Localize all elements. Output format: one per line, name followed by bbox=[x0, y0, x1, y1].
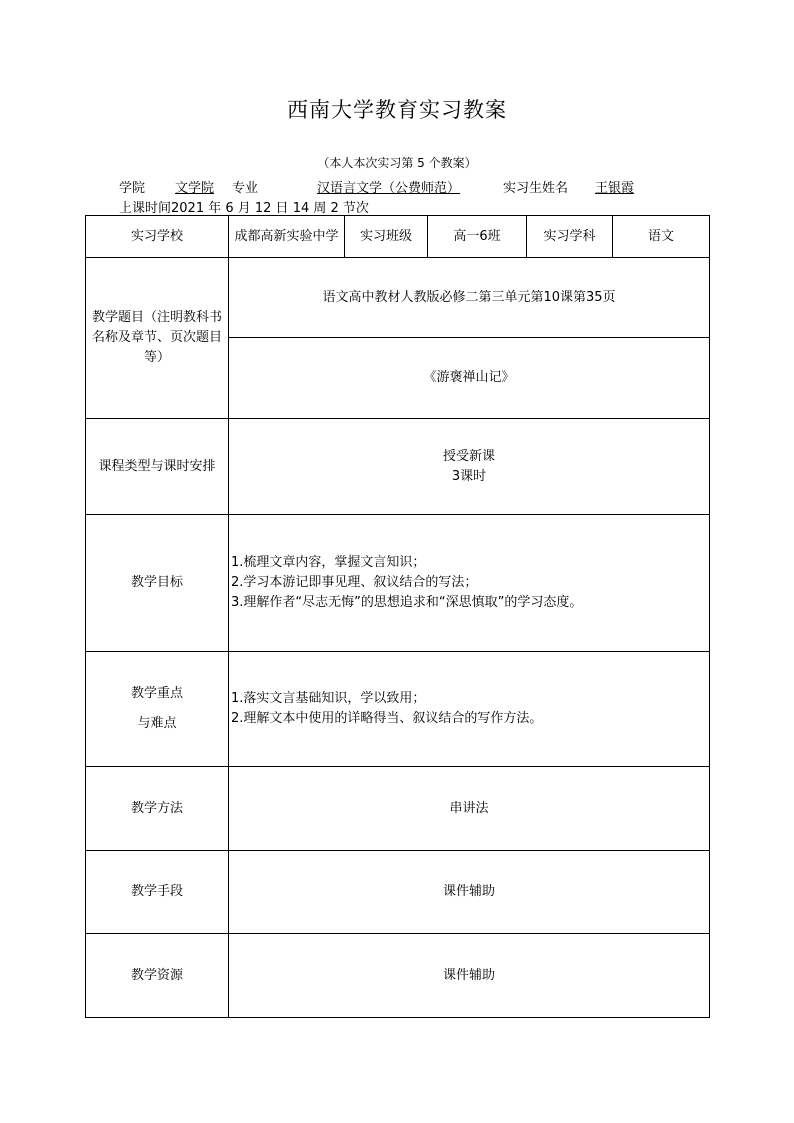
class-value: 高一6班 bbox=[428, 216, 527, 258]
document-title: 西南大学教育实习教案 bbox=[287, 98, 507, 122]
school-label: 实习学校 bbox=[86, 216, 229, 258]
subject-label: 实习学科 bbox=[527, 216, 613, 258]
goal-item: 3.理解作者“尽志无悔”的思想追求和“深思慎取”的学习态度。 bbox=[231, 595, 583, 610]
school-value: 成都高新实验中学 bbox=[229, 216, 345, 258]
course-cell bbox=[229, 419, 710, 515]
student-value: 王银霞 bbox=[595, 181, 635, 196]
lesson-plan-table bbox=[85, 215, 710, 1018]
course-label: 课程类型与课时安排 bbox=[86, 419, 229, 515]
goals-cell bbox=[229, 515, 710, 652]
student-label: 实习生姓名 bbox=[503, 181, 569, 196]
focus-item: 1.落实文言基础知识，学以致用； bbox=[231, 691, 426, 706]
major-value: 汉语言文学（公费师范） bbox=[317, 181, 461, 196]
goal-item: 1.梳理文章内容，掌握文言知识； bbox=[231, 555, 426, 570]
means-value: 课件辅助 bbox=[229, 851, 710, 934]
method-value: 串讲法 bbox=[229, 767, 710, 851]
focus-label-line: 教学重点 bbox=[130, 686, 183, 701]
goal-item: 2.学习本游记即事见理、叙议结合的写法； bbox=[231, 575, 478, 590]
course-type: 授受新课 bbox=[442, 448, 495, 464]
class-time: 上课时间2021 年 6 月 12 日 14 周 2 节次 bbox=[119, 201, 369, 216]
course-hours: 3课时 bbox=[451, 468, 487, 484]
topic-label: 教学题目（注明教科书名称及章节、页次题目等） bbox=[86, 258, 229, 419]
subject-value: 语文 bbox=[613, 216, 710, 258]
major-label: 专业 bbox=[232, 181, 259, 196]
resource-value: 课件辅助 bbox=[229, 934, 710, 1018]
focus-label bbox=[86, 652, 229, 767]
document-subtitle: （本人本次实习第 5 个教案） bbox=[317, 156, 477, 170]
method-label: 教学方法 bbox=[86, 767, 229, 851]
focus-cell bbox=[229, 652, 710, 767]
focus-label-line: 与难点 bbox=[137, 716, 177, 731]
topic-source: 语文高中教材人教版必修二第三单元第10课第35页 bbox=[229, 258, 710, 338]
college-label: 学院 bbox=[119, 181, 146, 196]
goals-label: 教学目标 bbox=[86, 515, 229, 652]
means-label: 教学手段 bbox=[86, 851, 229, 934]
topic-title: 《游褒禅山记》 bbox=[229, 338, 710, 419]
focus-item: 2.理解文本中使用的详略得当、叙议结合的写作方法。 bbox=[231, 711, 543, 726]
college-value: 文学院 bbox=[175, 181, 215, 196]
class-label: 实习班级 bbox=[345, 216, 428, 258]
resource-label: 教学资源 bbox=[86, 934, 229, 1018]
